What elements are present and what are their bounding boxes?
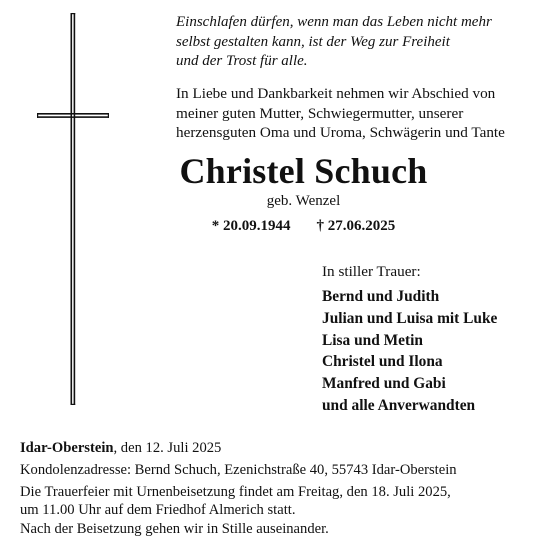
deceased-name: Christel Schuch — [179, 151, 428, 191]
poem — [176, 13, 492, 72]
maiden-name: geb. Wenzel — [266, 193, 341, 209]
condolence-address: Kondolenzadresse: Bernd Schuch, Ezenichstraße 40, 55743 Idar-Oberstein — [20, 461, 457, 478]
place: Idar-Oberstein — [20, 440, 114, 456]
footer-info — [20, 439, 457, 538]
mourner-name: Julian und Luisa mit Luke — [322, 309, 498, 327]
mourner-name: Lisa und Metin — [322, 331, 423, 349]
mourners-list — [322, 286, 497, 417]
poem-line: und der Trost für alle. — [176, 53, 308, 69]
mourner-name: Christel und Ilona — [322, 353, 443, 371]
intro-line: meiner guten Mutter, Schwiegermutter, unserer — [176, 104, 464, 122]
intro-line: herzensguten Oma und Uroma, Schwägerin und Tante — [176, 124, 505, 141]
service-info-line: um 11.00 Uhr auf dem Friedhof Almerich statt. — [20, 502, 296, 519]
birth-date: * 20.09.1944 — [211, 218, 291, 234]
death-date: † 27.06.2025 — [316, 218, 396, 234]
intro-line: In Liebe und Dankbarkeit nehmen wir Abschied von — [176, 85, 496, 102]
poem-line: Einschlafen dürfen, wenn man das Leben nicht mehr — [176, 14, 492, 30]
mourner-name: Manfred und Gabi — [322, 375, 446, 393]
poem-line: selbst gestalten kann, ist der Weg zur Freiheit — [176, 33, 450, 50]
mourner-name: und alle Anverwandten — [322, 396, 476, 414]
notice-date: , den 12. Juli 2025 — [113, 440, 222, 456]
mourner-name: Bernd und Judith — [322, 288, 440, 305]
place-date — [20, 439, 457, 457]
mourning-label: In stiller Trauer: — [322, 263, 421, 280]
life-dates — [0, 216, 550, 236]
farewell-intro — [176, 84, 505, 143]
service-info-line: Die Trauerfeier mit Urnenbeisetzung findet am Freitag, den 18. Juli 2025, — [20, 483, 451, 500]
closing-note: Nach der Beisetzung gehen wir in Stille auseinander. — [20, 520, 329, 537]
